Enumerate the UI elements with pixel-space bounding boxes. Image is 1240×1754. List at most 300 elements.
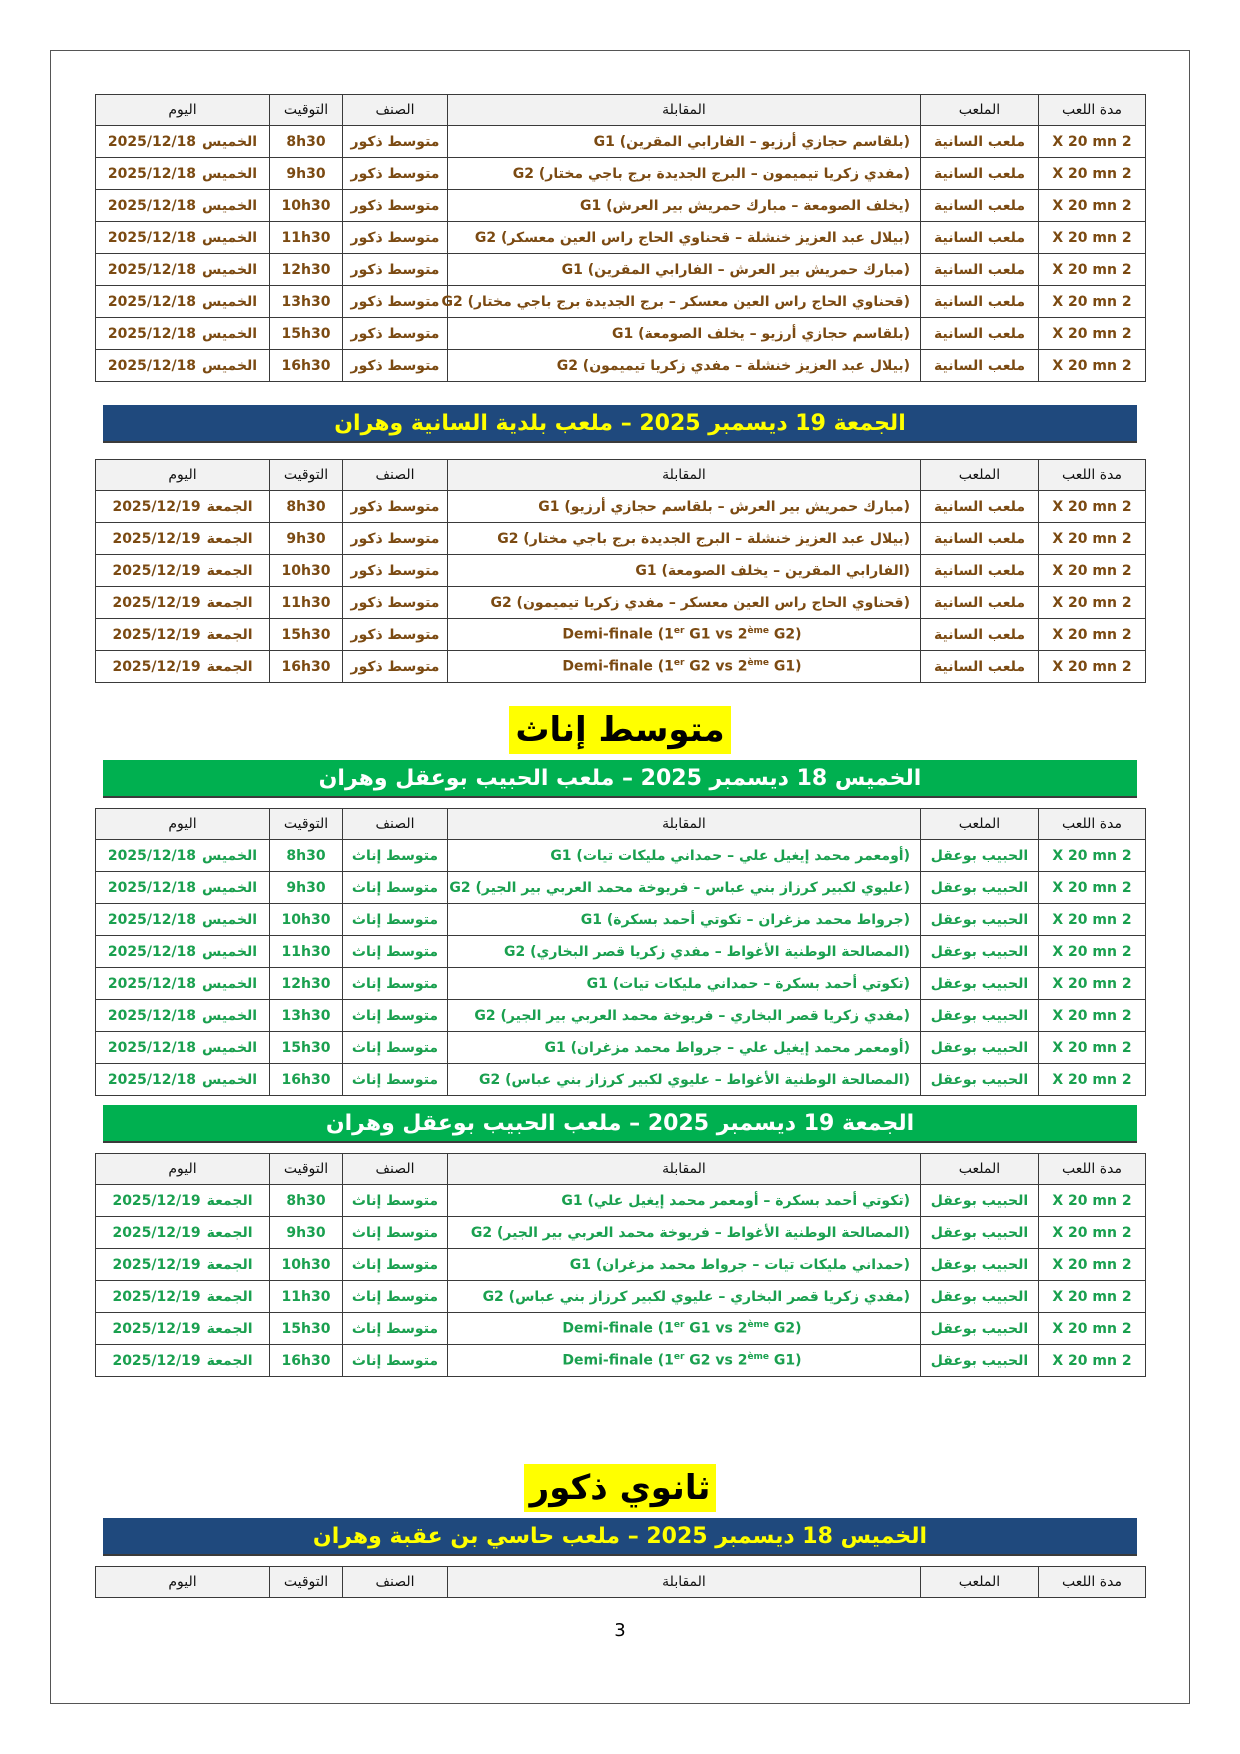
day-cell — [96, 1217, 270, 1249]
semifinal-text-part: G2 vs 2 — [684, 1352, 748, 1369]
day-name: الجمعة — [206, 562, 253, 579]
column-header-time: التوقيت — [270, 95, 343, 126]
table-header — [96, 460, 1146, 491]
column-header-category: الصنف — [343, 809, 448, 840]
venue-cell: الحبيب بوعقل — [921, 968, 1039, 1000]
table-row — [96, 1217, 1146, 1249]
table-row — [96, 254, 1146, 286]
time-cell: 8h30 — [270, 1185, 343, 1217]
duration-cell: 2 X 20 mn — [1039, 651, 1146, 683]
day-cell — [96, 555, 270, 587]
semifinal-text-part: ème — [747, 1320, 770, 1331]
date: 2025/12/18 — [107, 325, 197, 342]
time-cell: 16h30 — [270, 651, 343, 683]
venue-cell: الحبيب بوعقل — [921, 904, 1039, 936]
table-row — [96, 126, 1146, 158]
day-banner-girls-dec18: الخميس 18 ديسمبر 2025 – ملعب الحبيب بوعقل وهران — [103, 760, 1137, 798]
date: 2025/12/18 — [107, 261, 197, 278]
category-cell: متوسط ذكور — [343, 651, 448, 683]
column-header-venue: الملعب — [921, 1154, 1039, 1185]
match-cell: (المصالحة الوطنية الأغواط – مفدي زكريا قصر البخاري) G2 — [448, 936, 921, 968]
venue-cell: الحبيب بوعقل — [921, 1032, 1039, 1064]
match-cell — [448, 1345, 921, 1377]
day-cell — [96, 1249, 270, 1281]
day-cell — [96, 840, 270, 872]
venue-cell: ملعب السانية — [921, 651, 1039, 683]
time-cell: 8h30 — [270, 840, 343, 872]
column-header-time: التوقيت — [270, 460, 343, 491]
time-cell: 16h30 — [270, 350, 343, 382]
duration-cell: 2 X 20 mn — [1039, 1281, 1146, 1313]
duration-cell: 2 X 20 mn — [1039, 491, 1146, 523]
day-banner-girls-dec19: الجمعة 19 ديسمبر 2025 – ملعب الحبيب بوعقل وهران — [103, 1105, 1137, 1143]
venue-cell: ملعب السانية — [921, 587, 1039, 619]
time-cell: 13h30 — [270, 286, 343, 318]
duration-cell: 2 X 20 mn — [1039, 840, 1146, 872]
duration-cell: 2 X 20 mn — [1039, 587, 1146, 619]
date: 2025/12/18 — [107, 229, 197, 246]
day-cell — [96, 1032, 270, 1064]
table-row — [96, 1000, 1146, 1032]
match-cell: (جرواط محمد مزغران – تكوتي أحمد بسكرة) G1 — [448, 904, 921, 936]
category-cell: متوسط إناث — [343, 1217, 448, 1249]
venue-cell: ملعب السانية — [921, 350, 1039, 382]
day-cell — [96, 523, 270, 555]
day-cell — [96, 190, 270, 222]
category-cell: متوسط ذكور — [343, 190, 448, 222]
header-row — [96, 460, 1146, 491]
header-row — [96, 95, 1146, 126]
venue-cell: ملعب السانية — [921, 555, 1039, 587]
day-name: الخميس — [202, 1007, 258, 1024]
match-cell: (مفدي زكريا قصر البخاري – عليوي لكبير كرزاز بني عباس) G2 — [448, 1281, 921, 1313]
time-cell: 10h30 — [270, 1249, 343, 1281]
section-title-middle-girls — [0, 706, 1240, 754]
semifinal-text-part: G2 vs 2 — [684, 658, 748, 675]
semifinal-text-part: ème — [747, 1352, 770, 1363]
semifinal-text-part: er — [673, 626, 685, 637]
time-cell: 9h30 — [270, 1217, 343, 1249]
time-cell: 11h30 — [270, 936, 343, 968]
section-title-text: متوسط إناث — [509, 706, 730, 754]
category-cell: متوسط ذكور — [343, 222, 448, 254]
table-row — [96, 968, 1146, 1000]
category-cell: متوسط ذكور — [343, 126, 448, 158]
category-cell: متوسط إناث — [343, 1249, 448, 1281]
table-row — [96, 587, 1146, 619]
table-row — [96, 222, 1146, 254]
day-name: الخميس — [202, 847, 258, 864]
venue-cell: الحبيب بوعقل — [921, 1345, 1039, 1377]
semifinal-text-part: er — [673, 1320, 685, 1331]
semifinal-text-part: G1) — [769, 658, 802, 675]
day-cell — [96, 968, 270, 1000]
column-header-duration: مدة اللعب — [1039, 809, 1146, 840]
day-cell — [96, 1064, 270, 1096]
header-row — [96, 1567, 1146, 1598]
day-cell — [96, 1000, 270, 1032]
day-cell — [96, 1281, 270, 1313]
day-name: الجمعة — [206, 658, 253, 675]
day-name: الجمعة — [206, 1352, 253, 1369]
table-row — [96, 491, 1146, 523]
schedule-table-girls-dec19 — [95, 1153, 1146, 1377]
match-cell — [448, 651, 921, 683]
date: 2025/12/19 — [112, 1224, 201, 1241]
duration-cell: 2 X 20 mn — [1039, 1185, 1146, 1217]
date: 2025/12/18 — [107, 911, 197, 928]
table-row — [96, 555, 1146, 587]
date: 2025/12/18 — [107, 879, 197, 896]
date: 2025/12/19 — [112, 530, 201, 547]
date: 2025/12/19 — [112, 1352, 201, 1369]
day-cell — [96, 286, 270, 318]
table-row — [96, 1345, 1146, 1377]
category-cell: متوسط ذكور — [343, 286, 448, 318]
duration-cell: 2 X 20 mn — [1039, 350, 1146, 382]
day-name: الخميس — [202, 911, 258, 928]
day-name: الجمعة — [206, 1224, 253, 1241]
category-cell: متوسط إناث — [343, 1185, 448, 1217]
time-cell: 15h30 — [270, 1313, 343, 1345]
category-cell: متوسط ذكور — [343, 318, 448, 350]
match-cell: (قحناوي الحاج راس العين معسكر – برج الجديدة برج باجي مختار) G2 — [448, 286, 921, 318]
venue-cell: الحبيب بوعقل — [921, 1281, 1039, 1313]
section-title-text: ثانوي ذكور — [524, 1464, 717, 1512]
table-row — [96, 619, 1146, 651]
column-header-match: المقابلة — [448, 1567, 921, 1598]
day-banner-secondary-boys-dec18: الخميس 18 ديسمبر 2025 – ملعب حاسي بن عقبة وهران — [103, 1518, 1137, 1556]
day-name: الجمعة — [206, 1192, 253, 1209]
time-cell: 11h30 — [270, 222, 343, 254]
match-cell: (بيلال عبد العزيز خنشلة – قحناوي الحاج راس العين معسكر) G2 — [448, 222, 921, 254]
column-header-time: التوقيت — [270, 809, 343, 840]
table-row — [96, 872, 1146, 904]
time-cell: 12h30 — [270, 254, 343, 286]
date: 2025/12/18 — [107, 357, 197, 374]
match-cell: (قحناوي الحاج راس العين معسكر – مفدي زكريا تيميمون) G2 — [448, 587, 921, 619]
category-cell: متوسط إناث — [343, 936, 448, 968]
page-number: 3 — [614, 1620, 626, 1641]
day-name: الخميس — [202, 133, 258, 150]
date: 2025/12/18 — [107, 975, 197, 992]
date: 2025/12/18 — [107, 943, 197, 960]
table-row — [96, 350, 1146, 382]
venue-cell: ملعب السانية — [921, 318, 1039, 350]
semifinal-text-part: Demi-finale (1 — [562, 1352, 674, 1369]
semifinal-text-part: G2) — [769, 1320, 802, 1337]
day-name: الخميس — [202, 325, 258, 342]
table-row — [96, 1313, 1146, 1345]
venue-cell: ملعب السانية — [921, 126, 1039, 158]
match-cell: (أومعمر محمد إيغيل علي – حمداني مليكات تيات) G1 — [448, 840, 921, 872]
date: 2025/12/19 — [112, 1320, 201, 1337]
duration-cell: 2 X 20 mn — [1039, 1345, 1146, 1377]
header-row — [96, 1154, 1146, 1185]
schedule-table-boys-dec18 — [95, 94, 1146, 382]
venue-cell: الحبيب بوعقل — [921, 1064, 1039, 1096]
match-cell — [448, 1313, 921, 1345]
column-header-category: الصنف — [343, 460, 448, 491]
day-cell — [96, 254, 270, 286]
venue-cell: ملعب السانية — [921, 286, 1039, 318]
day-name: الخميس — [202, 357, 258, 374]
category-cell: متوسط ذكور — [343, 158, 448, 190]
semifinal-text-part: G2) — [769, 626, 802, 643]
venue-cell: ملعب السانية — [921, 523, 1039, 555]
time-cell: 9h30 — [270, 158, 343, 190]
duration-cell: 2 X 20 mn — [1039, 254, 1146, 286]
duration-cell: 2 X 20 mn — [1039, 222, 1146, 254]
day-name: الجمعة — [206, 1256, 253, 1273]
column-header-venue: الملعب — [921, 95, 1039, 126]
date: 2025/12/18 — [107, 133, 197, 150]
day-cell — [96, 1345, 270, 1377]
match-cell: (المصالحة الوطنية الأغواط – عليوي لكبير كرزاز بني عباس) G2 — [448, 1064, 921, 1096]
day-name: الخميس — [202, 261, 258, 278]
category-cell: متوسط إناث — [343, 1313, 448, 1345]
category-cell: متوسط إناث — [343, 872, 448, 904]
duration-cell: 2 X 20 mn — [1039, 968, 1146, 1000]
duration-cell: 2 X 20 mn — [1039, 936, 1146, 968]
table-row — [96, 318, 1146, 350]
schedule-table-secondary-boys-dec18 — [95, 1566, 1146, 1598]
column-header-day: اليوم — [96, 460, 270, 491]
column-header-category: الصنف — [343, 1567, 448, 1598]
column-header-match: المقابلة — [448, 1154, 921, 1185]
table-header — [96, 809, 1146, 840]
semifinal-text-part: Demi-finale (1 — [562, 626, 674, 643]
venue-cell: ملعب السانية — [921, 158, 1039, 190]
day-cell — [96, 158, 270, 190]
date: 2025/12/19 — [112, 1192, 201, 1209]
venue-cell: ملعب السانية — [921, 254, 1039, 286]
table-header — [96, 1154, 1146, 1185]
duration-cell: 2 X 20 mn — [1039, 318, 1146, 350]
venue-cell: الحبيب بوعقل — [921, 1217, 1039, 1249]
time-cell: 9h30 — [270, 523, 343, 555]
match-cell: (يخلف الصومعة – مبارك حمريش بير العرش) G1 — [448, 190, 921, 222]
category-cell: متوسط ذكور — [343, 350, 448, 382]
category-cell: متوسط إناث — [343, 1000, 448, 1032]
date: 2025/12/19 — [112, 1288, 201, 1305]
date: 2025/12/18 — [107, 197, 197, 214]
day-name: الخميس — [202, 1071, 258, 1088]
match-cell: (تكوتي أحمد بسكرة – أومعمر محمد إيغيل علي) G1 — [448, 1185, 921, 1217]
day-cell — [96, 587, 270, 619]
date: 2025/12/19 — [112, 658, 201, 675]
match-cell: (عليوي لكبير كرزاز بني عباس – فريوخة محمد العربي بير الجير) G2 — [448, 872, 921, 904]
date: 2025/12/19 — [112, 562, 201, 579]
day-cell — [96, 318, 270, 350]
date: 2025/12/18 — [107, 1007, 197, 1024]
day-cell — [96, 904, 270, 936]
time-cell: 12h30 — [270, 968, 343, 1000]
match-cell: (أومعمر محمد إيغيل علي – جرواط محمد مزغران) G1 — [448, 1032, 921, 1064]
day-name: الخميس — [202, 197, 258, 214]
column-header-time: التوقيت — [270, 1567, 343, 1598]
match-cell: (حمداني مليكات تيات – جرواط محمد مزغران) G1 — [448, 1249, 921, 1281]
day-name: الجمعة — [206, 626, 253, 643]
date: 2025/12/18 — [107, 293, 197, 310]
match-cell: (مبارك حمريش بير العرش – بلقاسم حجازي أرزيو) G1 — [448, 491, 921, 523]
venue-cell: الحبيب بوعقل — [921, 936, 1039, 968]
category-cell: متوسط إناث — [343, 904, 448, 936]
time-cell: 8h30 — [270, 126, 343, 158]
match-cell: (مفدي زكريا تيميمون – البرج الجديدة برج باجي مختار) G2 — [448, 158, 921, 190]
schedule-table-boys-dec19 — [95, 459, 1146, 683]
column-header-day: اليوم — [96, 1567, 270, 1598]
time-cell: 15h30 — [270, 619, 343, 651]
time-cell: 11h30 — [270, 587, 343, 619]
day-cell — [96, 350, 270, 382]
table-row — [96, 1249, 1146, 1281]
duration-cell: 2 X 20 mn — [1039, 190, 1146, 222]
duration-cell: 2 X 20 mn — [1039, 158, 1146, 190]
date: 2025/12/18 — [107, 847, 197, 864]
time-cell: 9h30 — [270, 872, 343, 904]
table-header — [96, 1567, 1146, 1598]
duration-cell: 2 X 20 mn — [1039, 1032, 1146, 1064]
venue-cell: ملعب السانية — [921, 619, 1039, 651]
semifinal-text-part: er — [673, 1352, 685, 1363]
semifinal-text-part: ème — [747, 658, 770, 669]
semifinal-text-part: Demi-finale (1 — [562, 1320, 674, 1337]
day-name: الخميس — [202, 165, 258, 182]
time-cell: 10h30 — [270, 904, 343, 936]
match-cell: (بلقاسم حجازي أرزيو – يخلف الصومعة) G1 — [448, 318, 921, 350]
day-name: الجمعة — [206, 1320, 253, 1337]
time-cell: 8h30 — [270, 491, 343, 523]
time-cell: 15h30 — [270, 1032, 343, 1064]
date: 2025/12/18 — [107, 1071, 197, 1088]
time-cell: 16h30 — [270, 1064, 343, 1096]
date: 2025/12/19 — [112, 626, 201, 643]
venue-cell: الحبيب بوعقل — [921, 872, 1039, 904]
day-name: الخميس — [202, 879, 258, 896]
table-row — [96, 936, 1146, 968]
time-cell: 16h30 — [270, 1345, 343, 1377]
category-cell: متوسط ذكور — [343, 555, 448, 587]
match-cell: (بيلال عبد العزيز خنشلة – مفدي زكريا تيميمون) G2 — [448, 350, 921, 382]
column-header-match: المقابلة — [448, 95, 921, 126]
venue-cell: الحبيب بوعقل — [921, 1000, 1039, 1032]
column-header-duration: مدة اللعب — [1039, 1567, 1146, 1598]
duration-cell: 2 X 20 mn — [1039, 523, 1146, 555]
category-cell: متوسط ذكور — [343, 587, 448, 619]
duration-cell: 2 X 20 mn — [1039, 619, 1146, 651]
column-header-venue: الملعب — [921, 460, 1039, 491]
time-cell: 10h30 — [270, 190, 343, 222]
venue-cell: ملعب السانية — [921, 222, 1039, 254]
column-header-match: المقابلة — [448, 460, 921, 491]
match-cell — [448, 619, 921, 651]
venue-cell: الحبيب بوعقل — [921, 840, 1039, 872]
day-name: الجمعة — [206, 498, 253, 515]
day-name: الخميس — [202, 229, 258, 246]
table-row — [96, 190, 1146, 222]
table-row — [96, 1281, 1146, 1313]
day-name: الجمعة — [206, 1288, 253, 1305]
category-cell: متوسط ذكور — [343, 523, 448, 555]
column-header-match: المقابلة — [448, 809, 921, 840]
table-row — [96, 904, 1146, 936]
column-header-time: التوقيت — [270, 1154, 343, 1185]
match-cell: (الفارابي المقرين – يخلف الصومعة) G1 — [448, 555, 921, 587]
category-cell: متوسط إناث — [343, 968, 448, 1000]
table-row — [96, 651, 1146, 683]
column-header-venue: الملعب — [921, 1567, 1039, 1598]
date: 2025/12/18 — [107, 165, 197, 182]
day-name: الخميس — [202, 975, 258, 992]
day-banner-boys-dec19: الجمعة 19 ديسمبر 2025 – ملعب بلدية السانية وهران — [103, 405, 1137, 443]
day-name: الخميس — [202, 293, 258, 310]
day-cell — [96, 491, 270, 523]
match-cell: (بلقاسم حجازي أرزيو – الفارابي المقرين) G1 — [448, 126, 921, 158]
venue-cell: ملعب السانية — [921, 190, 1039, 222]
semifinal-text-part: Demi-finale (1 — [562, 658, 674, 675]
category-cell: متوسط ذكور — [343, 491, 448, 523]
table-row — [96, 158, 1146, 190]
table-row — [96, 1032, 1146, 1064]
table-header — [96, 95, 1146, 126]
column-header-duration: مدة اللعب — [1039, 460, 1146, 491]
day-cell — [96, 619, 270, 651]
time-cell: 11h30 — [270, 1281, 343, 1313]
duration-cell: 2 X 20 mn — [1039, 872, 1146, 904]
day-cell — [96, 936, 270, 968]
semifinal-text-part: G1 vs 2 — [684, 626, 748, 643]
time-cell: 13h30 — [270, 1000, 343, 1032]
match-cell: (مفدي زكريا قصر البخاري – فريوخة محمد العربي بير الجير) G2 — [448, 1000, 921, 1032]
category-cell: متوسط ذكور — [343, 619, 448, 651]
date: 2025/12/19 — [112, 1256, 201, 1273]
category-cell: متوسط ذكور — [343, 254, 448, 286]
column-header-day: اليوم — [96, 809, 270, 840]
table-row — [96, 1185, 1146, 1217]
schedule-table-girls-dec18 — [95, 808, 1146, 1096]
table-row — [96, 523, 1146, 555]
day-cell — [96, 222, 270, 254]
venue-cell: الحبيب بوعقل — [921, 1185, 1039, 1217]
day-name: الجمعة — [206, 530, 253, 547]
semifinal-text-part: er — [673, 658, 685, 669]
match-cell: (تكوتي أحمد بسكرة – حمداني مليكات تيات) G1 — [448, 968, 921, 1000]
day-cell — [96, 651, 270, 683]
semifinal-text-part: G1) — [769, 1352, 802, 1369]
table-row — [96, 286, 1146, 318]
duration-cell: 2 X 20 mn — [1039, 1000, 1146, 1032]
semifinal-text-part: ème — [747, 626, 770, 637]
column-header-category: الصنف — [343, 95, 448, 126]
duration-cell: 2 X 20 mn — [1039, 1217, 1146, 1249]
table-row — [96, 840, 1146, 872]
duration-cell: 2 X 20 mn — [1039, 904, 1146, 936]
match-cell: (بيلال عبد العزيز خنشلة – البرج الجديدة برج باجي مختار) G2 — [448, 523, 921, 555]
header-row — [96, 809, 1146, 840]
match-cell: (المصالحة الوطنية الأغواط – فريوخة محمد العربي بير الجير) G2 — [448, 1217, 921, 1249]
venue-cell: الحبيب بوعقل — [921, 1249, 1039, 1281]
column-header-duration: مدة اللعب — [1039, 95, 1146, 126]
column-header-duration: مدة اللعب — [1039, 1154, 1146, 1185]
category-cell: متوسط إناث — [343, 1281, 448, 1313]
day-name: الخميس — [202, 943, 258, 960]
duration-cell: 2 X 20 mn — [1039, 286, 1146, 318]
duration-cell: 2 X 20 mn — [1039, 1313, 1146, 1345]
match-cell: (مبارك حمريش بير العرش – الفارابي المقرين) G1 — [448, 254, 921, 286]
date: 2025/12/19 — [112, 594, 201, 611]
day-cell — [96, 1313, 270, 1345]
